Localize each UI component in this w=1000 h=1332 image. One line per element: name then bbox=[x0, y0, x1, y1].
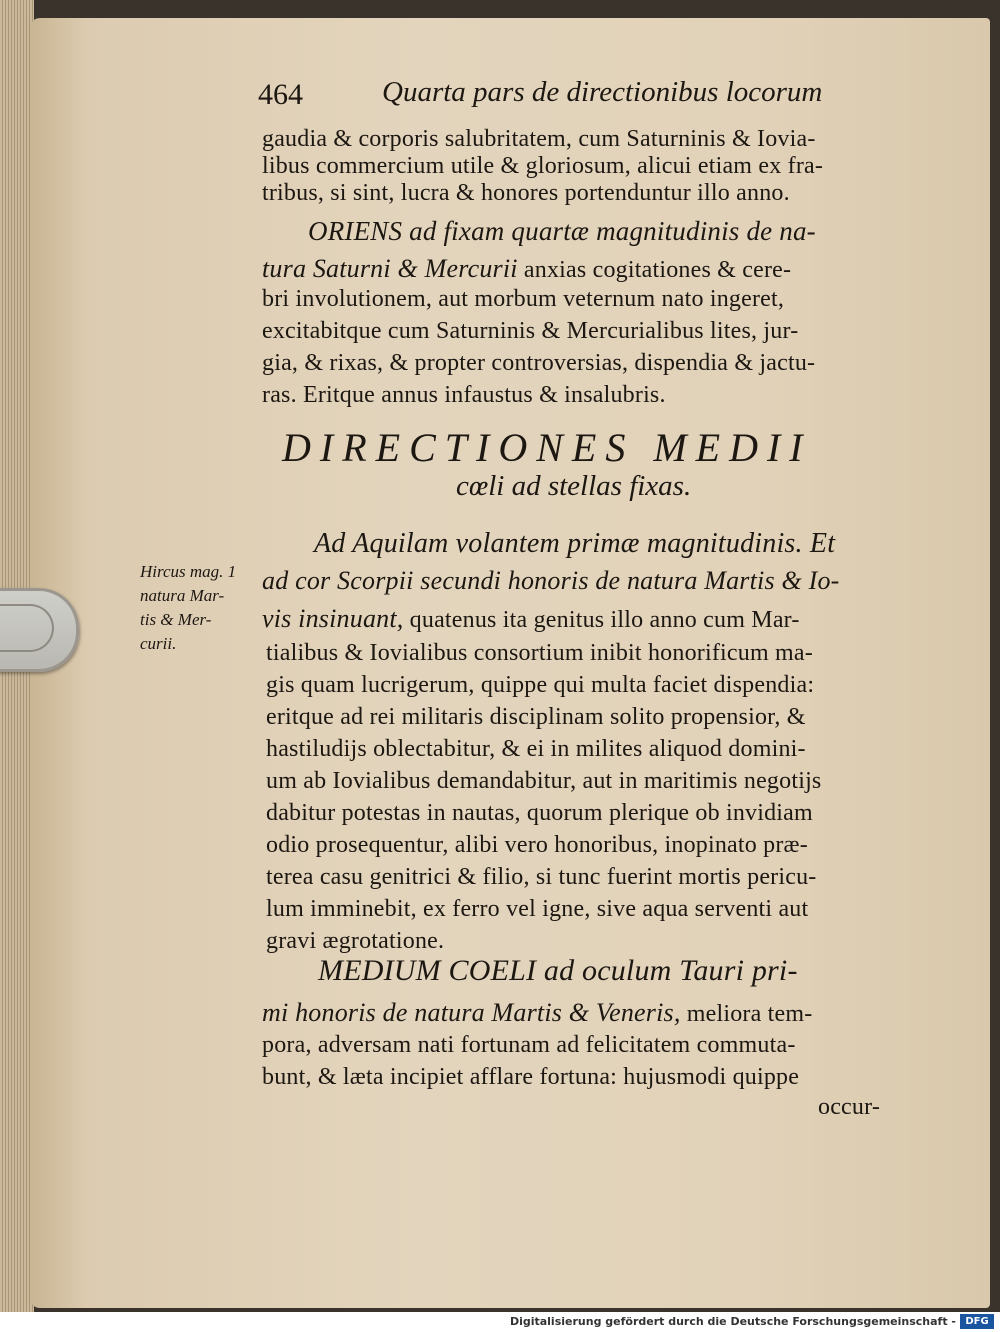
text-line: gravi ægrotatione. bbox=[266, 928, 445, 954]
text-line: gia, & rixas, & propter controversias, dispendia & jactu- bbox=[262, 350, 816, 376]
funding-credit: Digitalisierung gefördert durch die Deutsche Forschungsgemeinschaft - bbox=[509, 1315, 956, 1328]
running-head: Quarta pars de directionibus locorum bbox=[382, 76, 823, 108]
text-span: meliora tem- bbox=[680, 1001, 813, 1027]
text-line: excitabitque cum Saturninis & Mercurialibus lites, jur- bbox=[262, 318, 799, 344]
text-line: odio prosequentur, alibi vero honoribus, inopinato præ- bbox=[266, 832, 808, 858]
text-line-lead: ORIENS ad fixam quartæ magnitudinis de na- bbox=[308, 216, 816, 246]
paper-clip-inner-loop bbox=[0, 604, 54, 652]
text-italic-span: mi honoris de natura Martis & Veneris, bbox=[262, 998, 681, 1027]
text-span: anxias cogitationes & cere- bbox=[517, 257, 792, 283]
text-line bbox=[262, 254, 791, 284]
text-italic-span: vis insinuant, bbox=[262, 604, 404, 633]
text-span: quatenus ita genitus illo anno cum Mar- bbox=[403, 607, 800, 633]
text-line: libus commercium utile & gloriosum, alicui etiam ex fra- bbox=[262, 153, 824, 179]
margin-note-line: curii. bbox=[140, 634, 177, 653]
text-line: hastiludijs oblectabitur, & ei in milites aliquod domini- bbox=[266, 736, 806, 762]
text-line: ras. Eritque annus infaustus & insalubris. bbox=[262, 382, 666, 408]
margin-note-line: tis & Mer- bbox=[140, 610, 212, 629]
text-line: dabitur potestas in nautas, quorum plerique ob invidiam bbox=[266, 800, 813, 826]
text-line bbox=[262, 604, 800, 634]
text-line: ad cor Scorpii secundi honoris de natura Martis & Io- bbox=[262, 566, 840, 595]
text-line: tribus, si sint, lucra & honores portenduntur illo anno. bbox=[262, 180, 790, 206]
text-line: lum imminebit, ex ferro vel igne, sive aqua serventi aut bbox=[266, 896, 809, 922]
text-line: tialibus & Iovialibus consortium inibit honorificum ma- bbox=[266, 640, 813, 666]
text-line bbox=[262, 998, 812, 1028]
text-line: gaudia & corporis salubritatem, cum Saturninis & Iovia- bbox=[262, 126, 816, 152]
text-line: eritque ad rei militaris disciplinam solito propensior, & bbox=[266, 704, 806, 730]
text-line: um ab Iovialibus demandabitur, aut in maritimis negotijs bbox=[266, 768, 822, 794]
section-subheading: cœli ad stellas fixas. bbox=[456, 470, 692, 502]
catchword: occur- bbox=[818, 1094, 881, 1120]
text-line-lead: Ad Aquilam volantem primæ magnitudinis. Et bbox=[314, 528, 836, 559]
margin-note-line: Hircus mag. 1 bbox=[140, 562, 237, 581]
margin-note-line: natura Mar- bbox=[140, 586, 225, 605]
text-line: bri involutionem, aut morbum veternum nato ingeret, bbox=[262, 286, 785, 312]
text-line: bunt, & læta incipiet afflare fortuna: hujusmodi quippe bbox=[262, 1064, 800, 1090]
text-line: gis quam lucrigerum, quippe qui multa faciet dispendia: bbox=[266, 672, 815, 698]
text-line: pora, adversam nati fortunam ad felicitatem commuta- bbox=[262, 1032, 796, 1058]
text-italic-span: tura Saturni & Mercurii bbox=[262, 254, 518, 283]
dfg-logo: DFG bbox=[960, 1314, 994, 1329]
text-line: terea casu genitrici & filio, si tunc fuerint mortis pericu- bbox=[266, 864, 817, 890]
page-number: 464 bbox=[258, 78, 303, 111]
section-heading: DIRECTIONES MEDII bbox=[282, 425, 812, 470]
text-line-lead: MEDIUM COELI ad oculum Tauri pri- bbox=[318, 954, 798, 987]
